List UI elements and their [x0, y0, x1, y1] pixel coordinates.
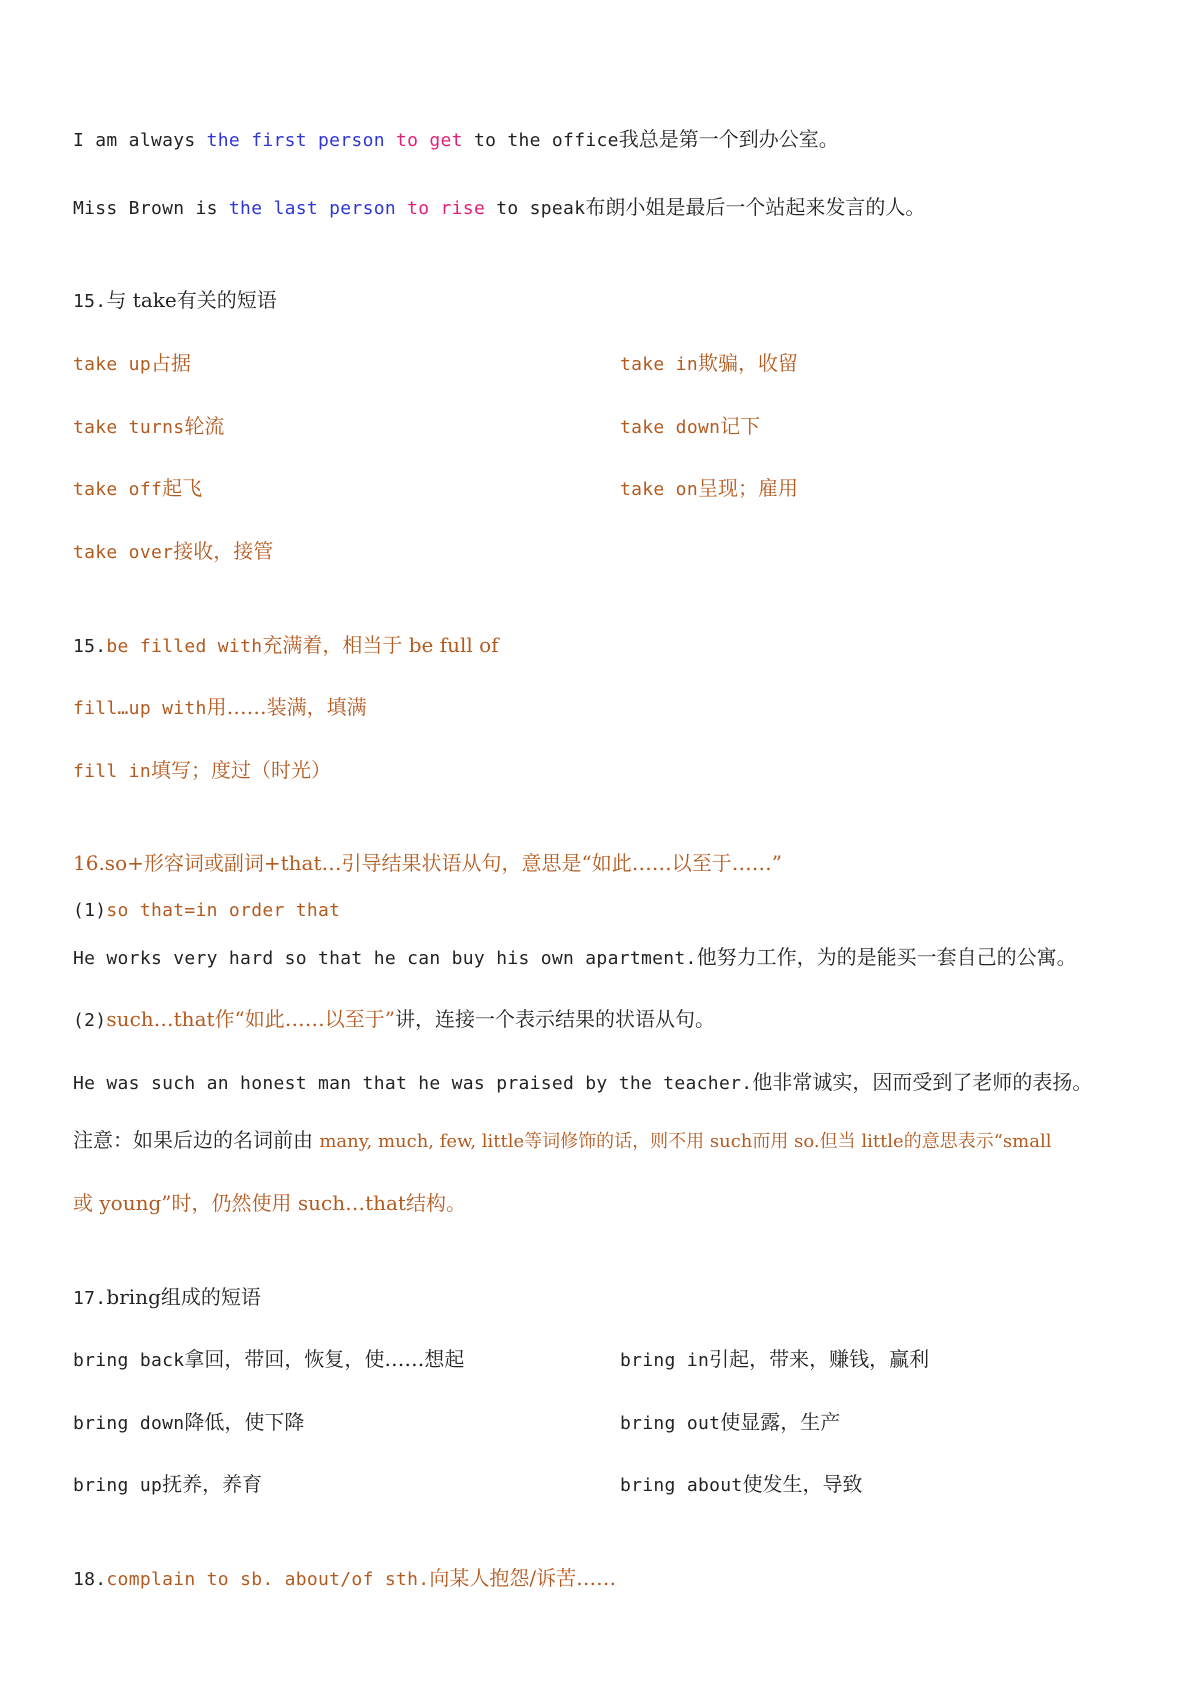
example-2-text-d: to speak [485, 198, 586, 219]
example-1-translation: 我总是第一个到办公室。 [618, 127, 839, 151]
section-18-number: 18. [73, 1569, 107, 1590]
fill-phrase-1-zh: 充满着，相当于 be full of [262, 633, 499, 657]
section-16-point-1 [73, 897, 340, 924]
bring-phrase-en: bring about [620, 1475, 743, 1496]
bring-phrase-zh: 引起，带来，赚钱，赢利 [709, 1347, 930, 1371]
bring-phrase-zh: 抚养，养育 [162, 1472, 263, 1496]
bring-phrase-zh: 降低，使下降 [184, 1410, 305, 1434]
section-16-heading [73, 850, 782, 877]
point-1-example-en: He works very hard so that he can buy his own apartment. [73, 948, 697, 969]
point-2-number: (2) [73, 1010, 107, 1031]
take-phrase-en: take on [620, 479, 698, 500]
fill-phrase-2-en: fill…up with [73, 698, 207, 719]
point-1-phrase: so that=in order that [106, 900, 341, 921]
example-1-text-b: the first person [206, 130, 385, 151]
example-sentence-1 [73, 126, 839, 154]
point-2-desc: 讲，连接一个表示结果的状语从句。 [394, 1007, 715, 1031]
bring-phrase-zh: 拿回，带回，恢复，使……想起 [184, 1347, 465, 1371]
take-phrase [73, 350, 191, 378]
section-18-meaning: 向某人抱怨/诉苦…… [429, 1566, 617, 1590]
fill-phrase-2 [73, 694, 367, 722]
fill-phrase-3-zh: 填写；度过（时光） [150, 758, 331, 782]
bring-phrase [73, 1346, 464, 1374]
take-phrase-zh: 轮流 [184, 414, 225, 438]
bring-phrase [620, 1409, 840, 1437]
take-phrase-en: take turns [73, 417, 185, 438]
example-2-text-c: to rise [395, 198, 486, 219]
take-phrase-en: take down [620, 417, 721, 438]
take-phrase-en: take off [73, 479, 163, 500]
example-1-text-a: I am always [73, 130, 207, 151]
point-1-number: (1) [73, 900, 107, 921]
bring-phrase-en: bring up [73, 1475, 163, 1496]
point-2-example-zh: 他非常诚实，因而受到了老师的表扬。 [752, 1070, 1093, 1094]
section-16-title: 16.so+形容词或副词+that…引导结果状语从句，意思是“如此……以至于……” [73, 851, 782, 875]
fill-phrase-1 [73, 632, 499, 660]
example-1-text-c: to get [384, 130, 463, 151]
bring-phrase-zh: 使发生，导致 [742, 1472, 863, 1496]
section-17-number: 17. [73, 1288, 107, 1309]
bring-phrase-en: bring out [620, 1413, 721, 1434]
fill-phrase-3-en: fill in [73, 761, 151, 782]
point-2-example [73, 1069, 1092, 1097]
bring-phrase [73, 1409, 304, 1437]
point-2-phrase: such…that作“如此……以至于” [106, 1007, 395, 1031]
take-phrase-zh: 占据 [150, 351, 191, 375]
take-phrase [620, 475, 798, 503]
section-15b-number: 15. [73, 636, 107, 657]
example-1-text-d: to the office [462, 130, 619, 151]
section-17-heading [73, 1284, 261, 1312]
point-2-example-en: He was such an honest man that he was praised by the teacher. [73, 1073, 753, 1094]
take-phrase-zh: 接收，接管 [173, 539, 274, 563]
note-body: many, much, few, little等词修饰的话，则不用 such而用 so.但当 little的意思表示“small [319, 1131, 1052, 1152]
bring-phrase-en: bring back [73, 1350, 185, 1371]
section-18-phrase: complain to sb. about/of sth. [106, 1569, 430, 1590]
example-2-translation: 布朗小姐是最后一个站起来发言的人。 [585, 195, 926, 219]
take-phrase [73, 475, 202, 503]
bring-phrase-en: bring down [73, 1413, 185, 1434]
take-phrase [73, 413, 224, 441]
bring-phrase-en: bring in [620, 1350, 710, 1371]
point-1-example-zh: 他努力工作，为的是能买一套自己的公寓。 [696, 945, 1077, 969]
take-phrase-zh: 起飞 [162, 476, 203, 500]
take-phrase-zh: 呈现；雇用 [697, 476, 798, 500]
take-phrase-en: take over [73, 542, 174, 563]
take-phrase-en: take up [73, 354, 151, 375]
fill-phrase-3 [73, 757, 331, 785]
fill-phrase-1-en: be filled with [106, 636, 263, 657]
fill-phrase-2-zh: 用……装满，填满 [206, 695, 367, 719]
section-17-title: bring组成的短语 [106, 1285, 261, 1309]
section-16-point-2 [73, 1006, 715, 1034]
point-1-example [73, 944, 1077, 972]
section-15-title: 与 take有关的短语 [106, 288, 277, 312]
note-end: 或 young”时，仍然使用 such…that结构。 [73, 1191, 466, 1215]
take-phrase-en: take in [620, 354, 698, 375]
take-phrase [73, 538, 273, 566]
take-phrase-zh: 记下 [720, 414, 761, 438]
example-2-text-a: Miss Brown is [73, 198, 229, 219]
bring-phrase-zh: 使显露，生产 [720, 1410, 841, 1434]
example-sentence-2 [73, 194, 925, 222]
note-line-2 [73, 1190, 466, 1217]
example-2-text-b: the last person [228, 198, 396, 219]
section-18-heading [73, 1565, 616, 1593]
take-phrase [620, 350, 798, 378]
take-phrase-zh: 欺骗，收留 [697, 351, 798, 375]
section-15-heading [73, 287, 277, 315]
section-15-number: 15. [73, 291, 107, 312]
take-phrase [620, 413, 760, 441]
bring-phrase [620, 1471, 863, 1499]
bring-phrase [73, 1471, 262, 1499]
note-lead: 注意：如果后边的名词前由 [73, 1128, 320, 1152]
note-line-1 [73, 1127, 1051, 1155]
bring-phrase [620, 1346, 929, 1374]
